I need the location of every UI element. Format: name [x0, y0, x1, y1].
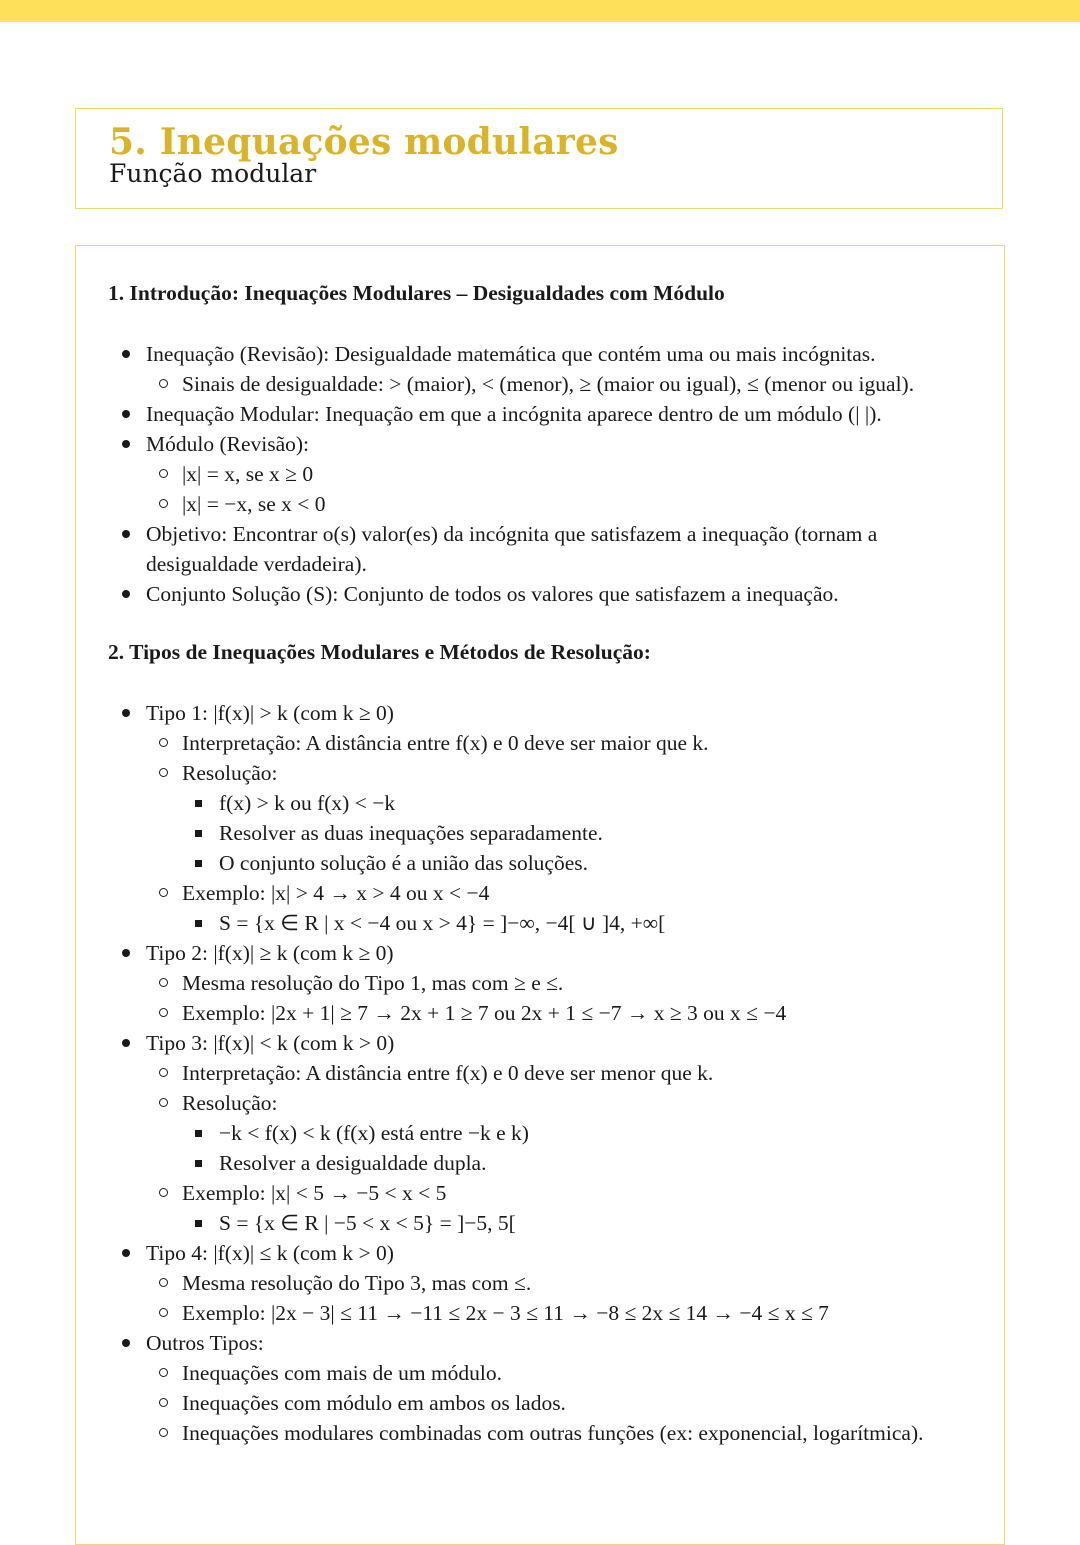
list-item: Resolver as duas inequações separadamente. [219, 818, 603, 848]
section-heading-types: 2. Tipos de Inequações Modulares e Métodos de Resolução: [108, 640, 651, 664]
list-item: Inequações com módulo em ambos os lados. [182, 1388, 566, 1418]
list-item: Inequação (Revisão): Desigualdade matemática que contém uma ou mais incógnitas. [146, 339, 876, 369]
page-subtitle: Função modular [109, 159, 317, 188]
list-item: f(x) > k ou f(x) < −k [219, 788, 395, 818]
list-item: Módulo (Revisão): [146, 429, 309, 459]
list-item: Sinais de desigualdade: > (maior), < (menor), ≥ (maior ou igual), ≤ (menor ou igual). [182, 369, 914, 399]
list-item: Tipo 4: |f(x)| ≤ k (com k > 0) [146, 1238, 394, 1268]
list-item: Mesma resolução do Tipo 3, mas com ≤. [182, 1268, 531, 1298]
list-item: Tipo 3: |f(x)| < k (com k > 0) [146, 1028, 394, 1058]
list-item: Tipo 1: |f(x)| > k (com k ≥ 0) [146, 698, 394, 728]
notes-box [75, 245, 1005, 1545]
list-item: Inequação Modular: Inequação em que a incógnita aparece dentro de um módulo (| |). [146, 399, 882, 429]
list-item: Tipo 2: |f(x)| ≥ k (com k ≥ 0) [146, 938, 394, 968]
list-item: Mesma resolução do Tipo 1, mas com ≥ e ≤. [182, 968, 563, 998]
list-item: S = {x ∈ R | x < −4 ou x > 4} = ]−∞, −4[ ∪ ]4, +∞[ [219, 908, 665, 938]
list-item: Objetivo: Encontrar o(s) valor(es) da incógnita que satisfazem a inequação (tornam a [146, 519, 877, 549]
list-item: Exemplo: |2x + 1| ≥ 7 → 2x + 1 ≥ 7 ou 2x + 1 ≤ −7 → x ≥ 3 ou x ≤ −4 [182, 998, 786, 1028]
list-item: Exemplo: |x| < 5 → −5 < x < 5 [182, 1178, 446, 1208]
list-item: −k < f(x) < k (f(x) está entre −k e k) [219, 1118, 529, 1148]
list-item: |x| = −x, se x < 0 [182, 489, 326, 519]
page-title: 5. Inequações modulares [109, 121, 619, 163]
title-box [75, 108, 1003, 209]
list-item: Resolução: [182, 758, 278, 788]
list-item: Exemplo: |2x − 3| ≤ 11 → −11 ≤ 2x − 3 ≤ 11 → −8 ≤ 2x ≤ 14 → −4 ≤ x ≤ 7 [182, 1298, 829, 1328]
list-item: Outros Tipos: [146, 1328, 264, 1358]
list-item: Conjunto Solução (S): Conjunto de todos os valores que satisfazem a inequação. [146, 579, 839, 609]
section-heading-introduction: 1. Introdução: Inequações Modulares – Desigualdades com Módulo [108, 281, 725, 305]
list-item: Exemplo: |x| > 4 → x > 4 ou x < −4 [182, 878, 489, 908]
list-item: |x| = x, se x ≥ 0 [182, 459, 313, 489]
list-item: Inequações modulares combinadas com outras funções (ex: exponencial, logarítmica). [182, 1418, 923, 1448]
list-item: S = {x ∈ R | −5 < x < 5} = ]−5, 5[ [219, 1208, 516, 1238]
list-item: O conjunto solução é a união das soluções. [219, 848, 588, 878]
list-item: Resolução: [182, 1088, 278, 1118]
list-item: Interpretação: A distância entre f(x) e 0 deve ser maior que k. [182, 728, 709, 758]
list-item: Inequações com mais de um módulo. [182, 1358, 502, 1388]
list-item-continuation: desigualdade verdadeira). [146, 552, 367, 576]
list-item: Interpretação: A distância entre f(x) e 0 deve ser menor que k. [182, 1058, 713, 1088]
top-accent-bar [0, 0, 1080, 22]
list-item: Resolver a desigualdade dupla. [219, 1148, 486, 1178]
